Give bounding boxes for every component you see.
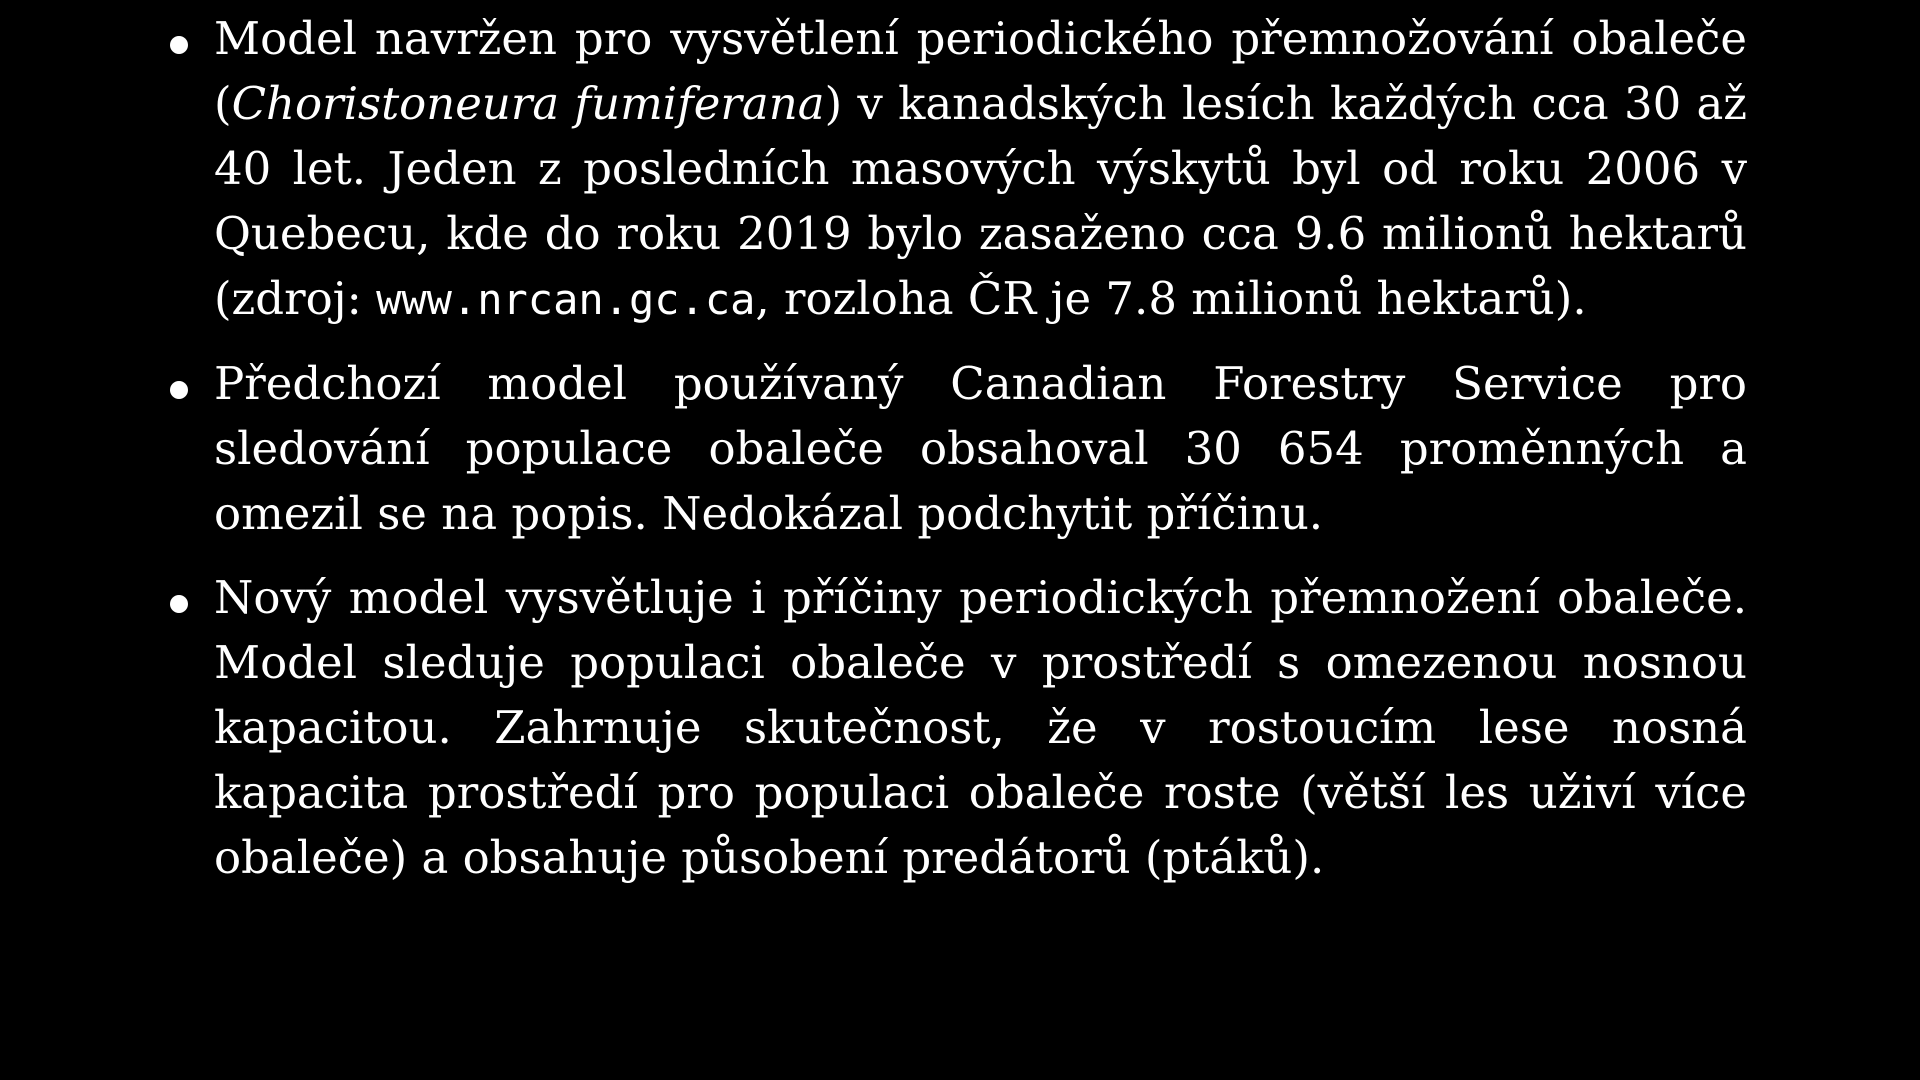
bullet-item-2 [162, 351, 1747, 546]
bullet-list [162, 6, 1747, 909]
bullet-2-text: Předchozí model používaný Canadian Forestry Service pro sledování populace obaleče obsahoval 30 654 proměnných a omezil se na popis. Nedokázal podchytit příčinu. [214, 357, 1747, 540]
bullet-dot [170, 381, 188, 399]
bullet-item-1 [162, 6, 1747, 332]
bullet-item-3 [162, 565, 1747, 890]
source-link[interactable]: www.nrcan.gc.ca [376, 275, 756, 324]
bullet-1-text: Model navržen pro vysvětlení periodického přemnožování obaleče (Choristoneura fumiferana) v kanadských lesích každých cca 30 až 40 let. Jeden z posledních masových výskytů byl od roku 2006 v Quebecu, kde do roku 2019 bylo zasaženo cca 9.6 milionů hektarů (zdroj: www.nrcan.gc.ca, rozloha ČR je 7.8 milionů hektarů). [214, 12, 1747, 325]
bullet-dot [170, 595, 188, 613]
bullet-dot [170, 36, 188, 54]
species-name: Choristoneura fumiferana [231, 77, 825, 130]
bullet-3-text: Nový model vysvětluje i příčiny periodických přemnožení obaleče. Model sleduje populaci obaleče v prostředí s omezenou nosnou kapacitou. Zahrnuje skutečnost, že v rostoucím lese nosná kapacita prostředí pro populaci obaleče roste (větší les uživí více obaleče) a obsahuje působení predátorů (ptáků). [214, 571, 1747, 884]
